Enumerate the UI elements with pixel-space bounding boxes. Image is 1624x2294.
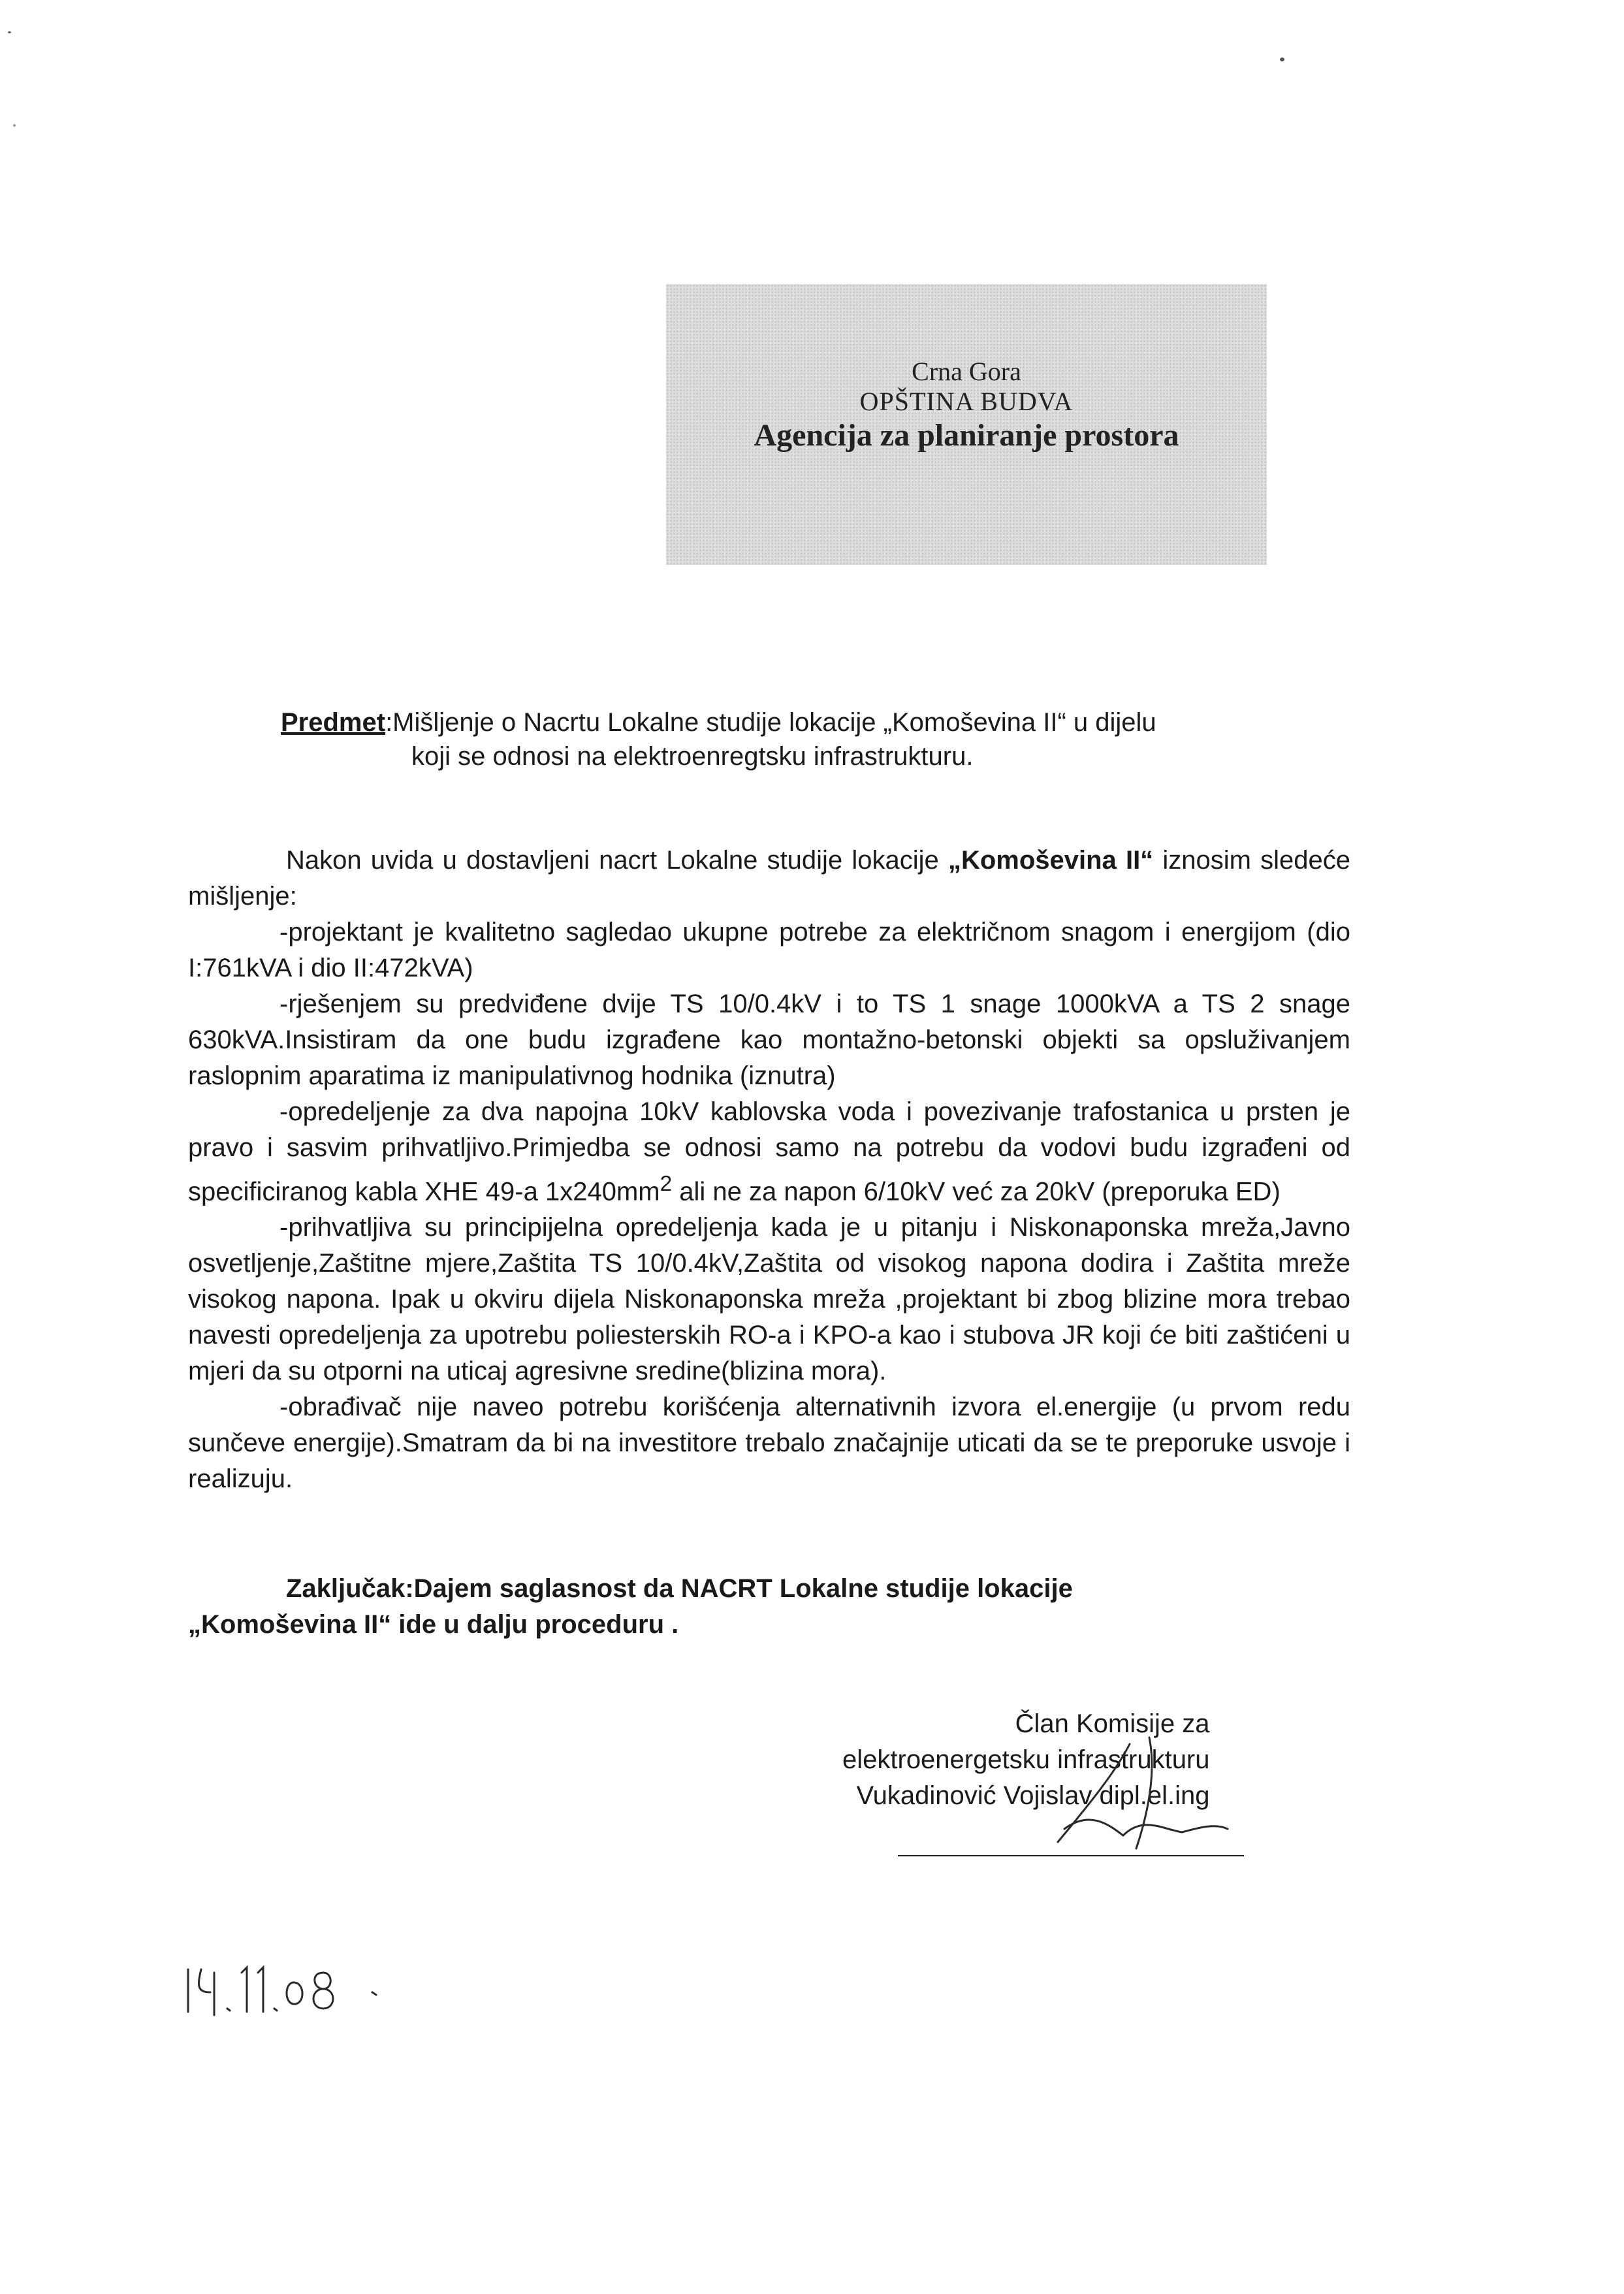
signature-line — [898, 1855, 1244, 1856]
remark-3 — [188, 1094, 1350, 1210]
signature-department: elektroenergetsku infrastrukturu — [842, 1745, 1210, 1774]
conclusion-block — [188, 1571, 1350, 1643]
letterhead-municipality: OPŠTINA BUDVA — [859, 387, 1074, 416]
handwritten-signature — [1019, 1731, 1267, 1862]
remark-2: -rješenjem su predviđene dvije TS 10/0.4kV i to TS 1 snage 1000kVA a TS 2 snage 630kVA.Insistiram da one budu izgrađene kao montažno-betonski objekti sa opsluživanjem raslopnim aparatima iz manipulativnog hodnika (iznutra) — [188, 990, 1350, 1090]
intro-paragraph — [188, 843, 1350, 914]
remark-1: -projektant je kvalitetno sagledao ukupne potrebe za električnom snagom i energijom (dio I:761kVA i dio II:472kVA) — [188, 918, 1350, 982]
subject-text-1: :Mišljenje o Nacrtu Lokalne studije lokacije „Komoševina II“ u dijelu — [385, 708, 1156, 737]
letterhead-agency: Agencija za planiranje prostora — [754, 418, 1179, 453]
letter-body — [188, 843, 1350, 1497]
subject-line-1 — [281, 705, 1156, 739]
intro-text: Nakon uvida u dostavljeni nacrt Lokalne studije lokacije — [286, 846, 948, 875]
intro-project-name: „Komoševina II“ — [947, 846, 1154, 875]
remark-3-text-end: ali ne za napon 6/10kV već za 20kV (preporuka ED) — [672, 1177, 1281, 1206]
subject-block — [281, 705, 1156, 773]
remark-3-superscript: 2 — [660, 1172, 673, 1196]
scan-speck — [1280, 57, 1284, 61]
scan-speck — [8, 31, 11, 33]
scan-speck — [13, 124, 16, 127]
remark-5: -obrađivač nije naveo potrebu korišćenja alternativnih izvora el.energije (u prvom redu sunčeve energije).Smatram da bi na investitore trebalo značajnije uticati da se te preporuke usvoje i realizuju. — [188, 1393, 1350, 1494]
intro-text-end: iznosim sledeće mišljenje: — [188, 846, 1350, 911]
subject-line-2: koji se odnosi na elektroenregtsku infrastrukturu. — [411, 742, 974, 771]
conclusion-line-1: Zaključak:Dajem saglasnost da NACRT Lokalne studije lokacije — [286, 1574, 1073, 1603]
remark-3-text: -opredeljenje za dva napojna 10kV kablovska voda i povezivanje trafostanica u prsten je pravo i sasvim prihvatljivo.Primjedba se odnosi samo na potrebu da vodovi budu izgrađeni od specificiranog kabla XHE 49-a 1x240mm — [188, 1097, 1350, 1206]
signature-title: Član Komisije za — [1015, 1709, 1210, 1738]
handwritten-date — [176, 1953, 398, 2025]
subject-label: Predmet — [281, 708, 386, 737]
signature-name: Vukadinović Vojislav dipl.el.ing — [856, 1781, 1210, 1810]
remark-4: -prihvatljiva su principijelna opredeljenja kada je u pitanju i Niskonaponska mreža,Javno osvetljenje,Zaštitne mjere,Zaštita TS 10/0.4kV,Zaštita od visokog napona dodira i Zaštita mreže visokog napona. Ipak u okviru dijela Niskonaponska mreža ,projektant bi zbog blizine mora trebao navesti opredeljenja za upotrebu poliesterskih RO-a i KPO-a kao i stubova JR koji će biti zaštićeni u mjeri da su otporni na uticaj agresivne sredine(blizina mora). — [188, 1213, 1350, 1386]
letterhead-country: Crna Gora — [912, 357, 1021, 386]
conclusion-line-2: „Komoševina II“ ide u dalju proceduru . — [188, 1610, 679, 1639]
letterhead-box — [666, 284, 1267, 565]
